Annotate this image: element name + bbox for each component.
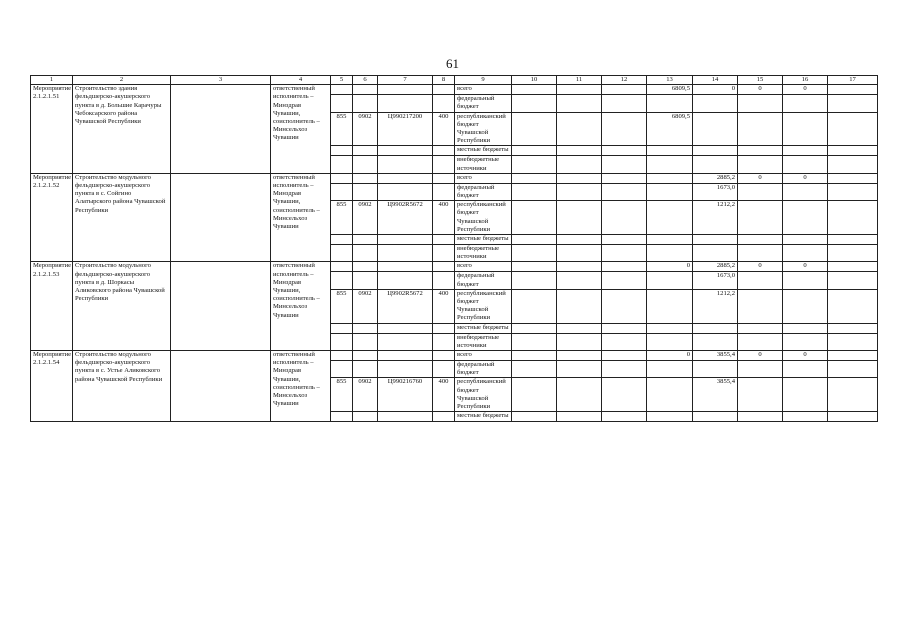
- expense-type-code: [433, 262, 455, 272]
- expense-type-code: [433, 156, 455, 173]
- value-col12: [602, 323, 647, 333]
- target-article-code: [378, 156, 433, 173]
- value-col12: [602, 361, 647, 378]
- section-code: [353, 361, 378, 378]
- grbs-code: [331, 272, 353, 289]
- value-col14: 1673,0: [693, 183, 738, 200]
- value-col17: [828, 85, 878, 95]
- value-col16: [783, 245, 828, 262]
- value-col17: [828, 323, 878, 333]
- column-number: 9: [455, 76, 512, 85]
- target-article-code: [378, 85, 433, 95]
- section-code: 0902: [353, 201, 378, 235]
- value-col13: 0: [647, 262, 693, 272]
- value-col16: [783, 183, 828, 200]
- section-code: 0902: [353, 378, 378, 412]
- value-col16: 0: [783, 173, 828, 183]
- section-code: [353, 183, 378, 200]
- value-col15: [738, 235, 783, 245]
- value-col12: [602, 235, 647, 245]
- value-col11: [557, 412, 602, 422]
- value-col13: [647, 289, 693, 323]
- value-col15: [738, 333, 783, 350]
- value-col13: [647, 173, 693, 183]
- value-col15: [738, 183, 783, 200]
- value-col10: [512, 378, 557, 412]
- value-col12: [602, 183, 647, 200]
- column-number: 14: [693, 76, 738, 85]
- value-col17: [828, 262, 878, 272]
- value-col10: [512, 333, 557, 350]
- column-number: 1: [31, 76, 73, 85]
- value-col11: [557, 146, 602, 156]
- value-col17: [828, 112, 878, 146]
- value-col14: [693, 323, 738, 333]
- funding-source: всего: [455, 173, 512, 183]
- value-col15: 0: [738, 262, 783, 272]
- target-article-code: Ц9902R5672: [378, 289, 433, 323]
- value-col17: [828, 183, 878, 200]
- value-col15: [738, 201, 783, 235]
- value-col12: [602, 412, 647, 422]
- value-col13: [647, 235, 693, 245]
- grbs-code: 855: [331, 201, 353, 235]
- measure-code: Мероприятие 2.1.2.1.53: [31, 262, 73, 351]
- value-col16: [783, 272, 828, 289]
- table-row: [31, 85, 878, 95]
- grbs-code: [331, 173, 353, 183]
- value-col17: [828, 378, 878, 412]
- value-col13: 6809,5: [647, 85, 693, 95]
- value-col12: [602, 262, 647, 272]
- value-col13: [647, 333, 693, 350]
- target-article-code: [378, 183, 433, 200]
- value-col13: 0: [647, 351, 693, 361]
- value-col14: 2885,2: [693, 173, 738, 183]
- measure-responsible: ответственный исполнитель – Минздрав Чувашии, соисполнитель – Минсельхоз Чувашии: [271, 351, 331, 422]
- value-col10: [512, 262, 557, 272]
- expense-type-code: [433, 183, 455, 200]
- measure-name: Строительство модульного фельдшерско-акушерского пункта в с. Устье Аликовского района Чувашской Республики: [73, 351, 171, 422]
- section-code: [353, 173, 378, 183]
- column-number: 17: [828, 76, 878, 85]
- value-col12: [602, 156, 647, 173]
- value-col15: [738, 412, 783, 422]
- value-col11: [557, 235, 602, 245]
- value-col16: 0: [783, 351, 828, 361]
- measure-col3: [171, 351, 271, 422]
- expense-type-code: [433, 173, 455, 183]
- value-col11: [557, 361, 602, 378]
- target-article-code: [378, 412, 433, 422]
- value-col12: [602, 201, 647, 235]
- measure-code: Мероприятие 2.1.2.1.51: [31, 85, 73, 174]
- column-number: 15: [738, 76, 783, 85]
- value-col14: 2885,2: [693, 262, 738, 272]
- grbs-code: [331, 245, 353, 262]
- value-col12: [602, 333, 647, 350]
- grbs-code: [331, 146, 353, 156]
- target-article-code: Ц990216760: [378, 378, 433, 412]
- value-col14: [693, 95, 738, 112]
- measure-name: Строительство модульного фельдшерско-акушерского пункта в с. Сойгино Алатырского района Чувашской Республики: [73, 173, 171, 262]
- value-col11: [557, 323, 602, 333]
- grbs-code: [331, 156, 353, 173]
- target-article-code: [378, 262, 433, 272]
- target-article-code: [378, 333, 433, 350]
- section-code: [353, 262, 378, 272]
- funding-source: федеральный бюджет: [455, 361, 512, 378]
- column-number: 13: [647, 76, 693, 85]
- column-number: 11: [557, 76, 602, 85]
- value-col16: [783, 95, 828, 112]
- value-col10: [512, 351, 557, 361]
- value-col17: [828, 272, 878, 289]
- value-col14: [693, 112, 738, 146]
- expense-type-code: [433, 95, 455, 112]
- value-col14: 1212,2: [693, 201, 738, 235]
- value-col12: [602, 289, 647, 323]
- value-col16: [783, 235, 828, 245]
- expense-type-code: [433, 323, 455, 333]
- value-col15: [738, 289, 783, 323]
- target-article-code: [378, 235, 433, 245]
- section-code: [353, 85, 378, 95]
- grbs-code: [331, 85, 353, 95]
- value-col13: [647, 95, 693, 112]
- expense-type-code: [433, 333, 455, 350]
- value-col14: 0: [693, 85, 738, 95]
- funding-source: внебюджетные источники: [455, 156, 512, 173]
- value-col10: [512, 361, 557, 378]
- value-col16: [783, 146, 828, 156]
- target-article-code: [378, 272, 433, 289]
- value-col16: [783, 361, 828, 378]
- value-col15: [738, 112, 783, 146]
- section-code: [353, 351, 378, 361]
- value-col11: [557, 112, 602, 146]
- column-number: 2: [73, 76, 171, 85]
- grbs-code: [331, 412, 353, 422]
- section-code: [353, 245, 378, 262]
- value-col12: [602, 85, 647, 95]
- value-col14: [693, 412, 738, 422]
- measure-responsible: ответственный исполнитель – Минздрав Чувашии, соисполнитель – Минсельхоз Чувашии: [271, 262, 331, 351]
- measure-col3: [171, 85, 271, 174]
- expense-type-code: 400: [433, 289, 455, 323]
- column-number: 5: [331, 76, 353, 85]
- grbs-code: 855: [331, 112, 353, 146]
- value-col17: [828, 412, 878, 422]
- section-code: [353, 272, 378, 289]
- value-col10: [512, 112, 557, 146]
- section-code: [353, 323, 378, 333]
- value-col15: [738, 378, 783, 412]
- expense-type-code: [433, 272, 455, 289]
- grbs-code: 855: [331, 289, 353, 323]
- measure-code: Мероприятие 2.1.2.1.52: [31, 173, 73, 262]
- funding-source: республиканский бюджет Чувашской Республики: [455, 112, 512, 146]
- funding-source: всего: [455, 85, 512, 95]
- section-code: [353, 235, 378, 245]
- grbs-code: 855: [331, 378, 353, 412]
- target-article-code: Ц9902R5672: [378, 201, 433, 235]
- value-col11: [557, 201, 602, 235]
- value-col12: [602, 378, 647, 412]
- grbs-code: [331, 183, 353, 200]
- funding-source: республиканский бюджет Чувашской Республики: [455, 378, 512, 412]
- measure-responsible: ответственный исполнитель – Минздрав Чувашии, соисполнитель – Минсельхоз Чувашии: [271, 173, 331, 262]
- expense-type-code: 400: [433, 378, 455, 412]
- value-col16: 0: [783, 85, 828, 95]
- value-col14: 1212,2: [693, 289, 738, 323]
- value-col11: [557, 95, 602, 112]
- value-col13: [647, 361, 693, 378]
- value-col13: [647, 272, 693, 289]
- value-col14: 1673,0: [693, 272, 738, 289]
- value-col13: [647, 183, 693, 200]
- value-col10: [512, 146, 557, 156]
- section-code: [353, 95, 378, 112]
- measure-col3: [171, 173, 271, 262]
- funding-source: федеральный бюджет: [455, 95, 512, 112]
- value-col10: [512, 245, 557, 262]
- value-col12: [602, 112, 647, 146]
- value-col10: [512, 95, 557, 112]
- target-article-code: [378, 173, 433, 183]
- expense-type-code: [433, 351, 455, 361]
- funding-source: местные бюджеты: [455, 412, 512, 422]
- value-col15: 0: [738, 85, 783, 95]
- value-col12: [602, 95, 647, 112]
- section-code: [353, 412, 378, 422]
- expense-type-code: [433, 361, 455, 378]
- value-col16: [783, 378, 828, 412]
- value-col16: [783, 289, 828, 323]
- measure-code: Мероприятие 2.1.2.1.54: [31, 351, 73, 422]
- expense-type-code: 400: [433, 201, 455, 235]
- grbs-code: [331, 333, 353, 350]
- expense-type-code: [433, 85, 455, 95]
- value-col10: [512, 412, 557, 422]
- value-col11: [557, 272, 602, 289]
- value-col13: [647, 412, 693, 422]
- value-col14: [693, 333, 738, 350]
- column-number-row: [31, 76, 878, 85]
- value-col14: 3855,4: [693, 378, 738, 412]
- value-col12: [602, 272, 647, 289]
- column-number: 3: [171, 76, 271, 85]
- expense-type-code: [433, 245, 455, 262]
- measure-col3: [171, 262, 271, 351]
- value-col14: 3855,4: [693, 351, 738, 361]
- funding-source: федеральный бюджет: [455, 272, 512, 289]
- value-col13: [647, 201, 693, 235]
- value-col13: [647, 323, 693, 333]
- funding-source: республиканский бюджет Чувашской Республики: [455, 201, 512, 235]
- column-number: 6: [353, 76, 378, 85]
- measure-name: Строительство здания фельдшерско-акушерского пункта в д. Большие Карачуры Чебоксарского района Чувашской Республики: [73, 85, 171, 174]
- value-col11: [557, 262, 602, 272]
- section-code: [353, 146, 378, 156]
- table-row: [31, 262, 878, 272]
- value-col16: [783, 156, 828, 173]
- column-number: 8: [433, 76, 455, 85]
- funding-source: внебюджетные источники: [455, 333, 512, 350]
- value-col17: [828, 289, 878, 323]
- value-col15: [738, 95, 783, 112]
- expense-type-code: [433, 412, 455, 422]
- target-article-code: [378, 95, 433, 112]
- funding-source: всего: [455, 351, 512, 361]
- value-col15: [738, 272, 783, 289]
- value-col10: [512, 173, 557, 183]
- value-col11: [557, 378, 602, 412]
- value-col13: [647, 245, 693, 262]
- value-col10: [512, 156, 557, 173]
- value-col13: [647, 156, 693, 173]
- value-col14: [693, 245, 738, 262]
- value-col12: [602, 146, 647, 156]
- value-col16: [783, 323, 828, 333]
- value-col17: [828, 146, 878, 156]
- value-col17: [828, 201, 878, 235]
- value-col10: [512, 235, 557, 245]
- value-col15: [738, 323, 783, 333]
- section-code: [353, 156, 378, 173]
- value-col14: [693, 146, 738, 156]
- value-col10: [512, 183, 557, 200]
- value-col10: [512, 272, 557, 289]
- value-col17: [828, 235, 878, 245]
- column-number: 16: [783, 76, 828, 85]
- grbs-code: [331, 235, 353, 245]
- value-col15: [738, 146, 783, 156]
- value-col13: 6809,5: [647, 112, 693, 146]
- value-col16: [783, 112, 828, 146]
- value-col13: [647, 378, 693, 412]
- value-col10: [512, 201, 557, 235]
- program-table: [30, 75, 878, 422]
- grbs-code: [331, 361, 353, 378]
- funding-source: местные бюджеты: [455, 235, 512, 245]
- target-article-code: Ц990217200: [378, 112, 433, 146]
- value-col11: [557, 333, 602, 350]
- target-article-code: [378, 361, 433, 378]
- value-col11: [557, 85, 602, 95]
- value-col16: 0: [783, 262, 828, 272]
- grbs-code: [331, 95, 353, 112]
- value-col14: [693, 361, 738, 378]
- target-article-code: [378, 146, 433, 156]
- page-number: 61: [446, 56, 459, 71]
- funding-source: местные бюджеты: [455, 146, 512, 156]
- value-col15: 0: [738, 173, 783, 183]
- column-number: 4: [271, 76, 331, 85]
- funding-source: местные бюджеты: [455, 323, 512, 333]
- target-article-code: [378, 323, 433, 333]
- value-col13: [647, 146, 693, 156]
- value-col12: [602, 245, 647, 262]
- value-col17: [828, 156, 878, 173]
- value-col11: [557, 173, 602, 183]
- value-col15: [738, 245, 783, 262]
- expense-type-code: [433, 146, 455, 156]
- grbs-code: [331, 351, 353, 361]
- section-code: 0902: [353, 112, 378, 146]
- value-col16: [783, 333, 828, 350]
- grbs-code: [331, 262, 353, 272]
- value-col17: [828, 361, 878, 378]
- table-row: [31, 351, 878, 361]
- column-number: 12: [602, 76, 647, 85]
- target-article-code: [378, 245, 433, 262]
- funding-source: республиканский бюджет Чувашской Республики: [455, 289, 512, 323]
- grbs-code: [331, 323, 353, 333]
- section-code: [353, 333, 378, 350]
- value-col12: [602, 351, 647, 361]
- column-number: 7: [378, 76, 433, 85]
- value-col10: [512, 323, 557, 333]
- value-col16: [783, 201, 828, 235]
- value-col14: [693, 156, 738, 173]
- value-col10: [512, 289, 557, 323]
- value-col11: [557, 156, 602, 173]
- measure-name: Строительство модульного фельдшерско-акушерского пункта в д. Шоркасы Аликовского района Чувашской Республики: [73, 262, 171, 351]
- value-col15: [738, 361, 783, 378]
- column-number: 10: [512, 76, 557, 85]
- section-code: 0902: [353, 289, 378, 323]
- value-col17: [828, 95, 878, 112]
- value-col11: [557, 183, 602, 200]
- target-article-code: [378, 351, 433, 361]
- funding-source: федеральный бюджет: [455, 183, 512, 200]
- value-col12: [602, 173, 647, 183]
- funding-source: всего: [455, 262, 512, 272]
- value-col10: [512, 85, 557, 95]
- value-col11: [557, 289, 602, 323]
- value-col15: [738, 156, 783, 173]
- value-col15: 0: [738, 351, 783, 361]
- value-col14: [693, 235, 738, 245]
- value-col17: [828, 173, 878, 183]
- value-col17: [828, 333, 878, 350]
- table-row: [31, 173, 878, 183]
- value-col11: [557, 245, 602, 262]
- value-col11: [557, 351, 602, 361]
- measure-responsible: ответственный исполнитель – Минздрав Чувашии, соисполнитель – Минсельхоз Чувашии: [271, 85, 331, 174]
- expense-type-code: 400: [433, 112, 455, 146]
- funding-source: внебюджетные источники: [455, 245, 512, 262]
- value-col17: [828, 245, 878, 262]
- value-col17: [828, 351, 878, 361]
- expense-type-code: [433, 235, 455, 245]
- value-col16: [783, 412, 828, 422]
